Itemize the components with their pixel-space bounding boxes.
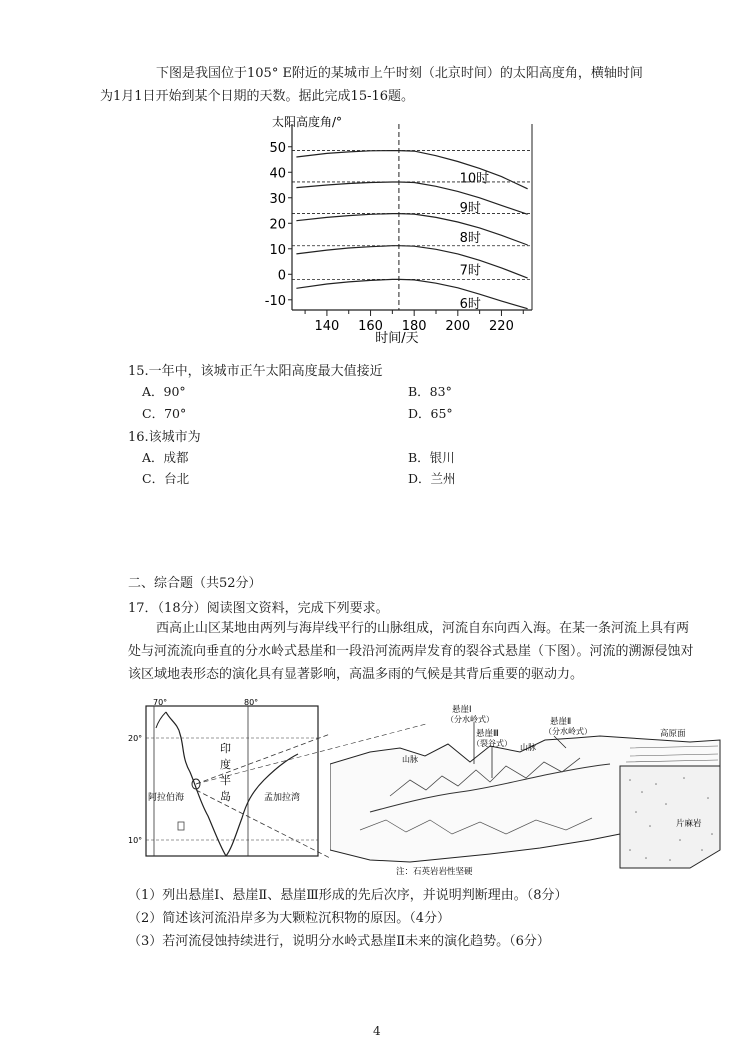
cliff-block-diagram xyxy=(330,700,730,878)
map-lon-80: 80° xyxy=(244,698,259,707)
q16-option-b: B．银川 xyxy=(408,450,455,465)
x-tick-label: 160 xyxy=(358,319,383,334)
section-2-heading: 二、综合题（共52分） xyxy=(128,576,262,591)
series-label: 9时 xyxy=(459,200,481,216)
q15-option-d: D．65° xyxy=(408,406,453,421)
q15-option-b: B．83° xyxy=(408,384,452,399)
y-tick-label: 50 xyxy=(269,140,286,156)
map-lon-70: 70° xyxy=(153,698,168,707)
label-cliff-2-type: （分水岭式） xyxy=(544,727,592,736)
chart-plot-area xyxy=(265,124,532,334)
q16-option-a: A．成都 xyxy=(142,450,189,465)
y-tick-label: 10 xyxy=(269,242,286,258)
label-cliff-1: 悬崖Ⅰ xyxy=(452,705,472,715)
y-tick-label: 30 xyxy=(269,191,286,207)
series-label: 7时 xyxy=(459,263,481,279)
page-number: 4 xyxy=(373,1024,381,1038)
q17-sub-2: （2）简述该河流沿岸多为大颗粒沉积物的原因。（4分） xyxy=(128,911,451,926)
q17-sub-3: （3）若河流侵蚀持续进行，说明分水岭式悬崖Ⅱ未来的演化趋势。（6分） xyxy=(128,934,550,949)
label-mountain-b: 山脉 xyxy=(520,743,536,752)
q17-heading: 17．（18分）阅读图文资料，完成下列要求。 xyxy=(128,601,389,616)
x-tick-label: 220 xyxy=(489,319,514,334)
intro-line-1: 下图是我国位于105° E附近的某城市上午时刻（北京时间）的太阳高度角，横轴时间 xyxy=(156,66,643,81)
map-peninsula-2: 度 xyxy=(220,758,231,771)
label-rock: 片麻岩 xyxy=(676,819,702,829)
series-label: 8时 xyxy=(459,230,481,246)
x-tick-label: 180 xyxy=(401,319,427,334)
q17-body: 西高止山区某地由两列与海岸线平行的山脉组成，河流自东向西入海。在某一条河流上具有两处与河流流向垂直的分水岭式悬崖和一段沿河流两岸发育的裂谷式悬崖（下图）。河流的溯源侵蚀对该区域地表形态的演化具有显著影响，高温多雨的气候是其背后重要的驱动力。 xyxy=(128,621,694,682)
intro-text xyxy=(100,62,698,108)
y-tick-label: -10 xyxy=(264,293,286,309)
q17-sub-1: （1）列出悬崖Ⅰ、悬崖Ⅱ、悬崖Ⅲ形成的先后次序，并说明判断理由。（8分） xyxy=(128,888,568,903)
q15-stem: 15.一年中，该城市正午太阳高度最大值接近 xyxy=(128,364,383,379)
intro-line-2: 为1月1日开始到某个日期的天数。据此完成15-16题。 xyxy=(100,89,415,104)
q16-option-c: C．台北 xyxy=(142,471,190,486)
q15-option-a: A．90° xyxy=(142,384,186,399)
map-peninsula-3: 半 xyxy=(220,774,231,787)
label-cliff-2: 悬崖Ⅱ xyxy=(550,717,572,727)
map-sea-east: 孟加拉湾 xyxy=(264,793,301,803)
map-lat-10: 10° xyxy=(128,836,143,845)
series-label: 6时 xyxy=(459,297,481,313)
series-line xyxy=(296,279,527,308)
series-label: 10时 xyxy=(459,171,490,187)
map-peninsula-1: 印 xyxy=(220,742,231,755)
diagram-note: 注：石英岩岩性坚硬 xyxy=(396,867,473,877)
x-tick-label: 140 xyxy=(314,319,340,334)
chart-xlabel: 时间/天 xyxy=(375,331,419,346)
label-plateau: 高原面 xyxy=(660,729,686,739)
label-mountain-a: 山脉 xyxy=(402,755,418,764)
map-peninsula-4: 岛 xyxy=(220,790,231,803)
series-line xyxy=(296,182,527,214)
series-line xyxy=(296,246,527,278)
label-cliff-1-type: （分水岭式） xyxy=(446,715,494,724)
chart-ylabel: 太阳高度角/° xyxy=(272,115,343,129)
q16-option-d: D．兰州 xyxy=(408,471,456,486)
block-side-face xyxy=(620,766,720,868)
y-tick-label: 0 xyxy=(277,268,286,284)
series-line xyxy=(296,151,527,189)
x-tick-label: 200 xyxy=(445,319,471,334)
y-tick-label: 20 xyxy=(269,217,286,233)
label-cliff-3-type: （裂谷式） xyxy=(472,739,512,748)
solar-altitude-chart xyxy=(262,110,552,350)
label-cliff-3: 悬崖Ⅲ xyxy=(476,729,499,739)
series-line xyxy=(296,214,527,245)
q15-option-c: C．70° xyxy=(142,406,187,421)
map-sea-west: 阿拉伯海 xyxy=(148,793,185,803)
y-tick-label: 40 xyxy=(269,166,286,182)
q16-stem: 16.该城市为 xyxy=(128,430,201,445)
map-lat-20: 20° xyxy=(128,734,143,743)
